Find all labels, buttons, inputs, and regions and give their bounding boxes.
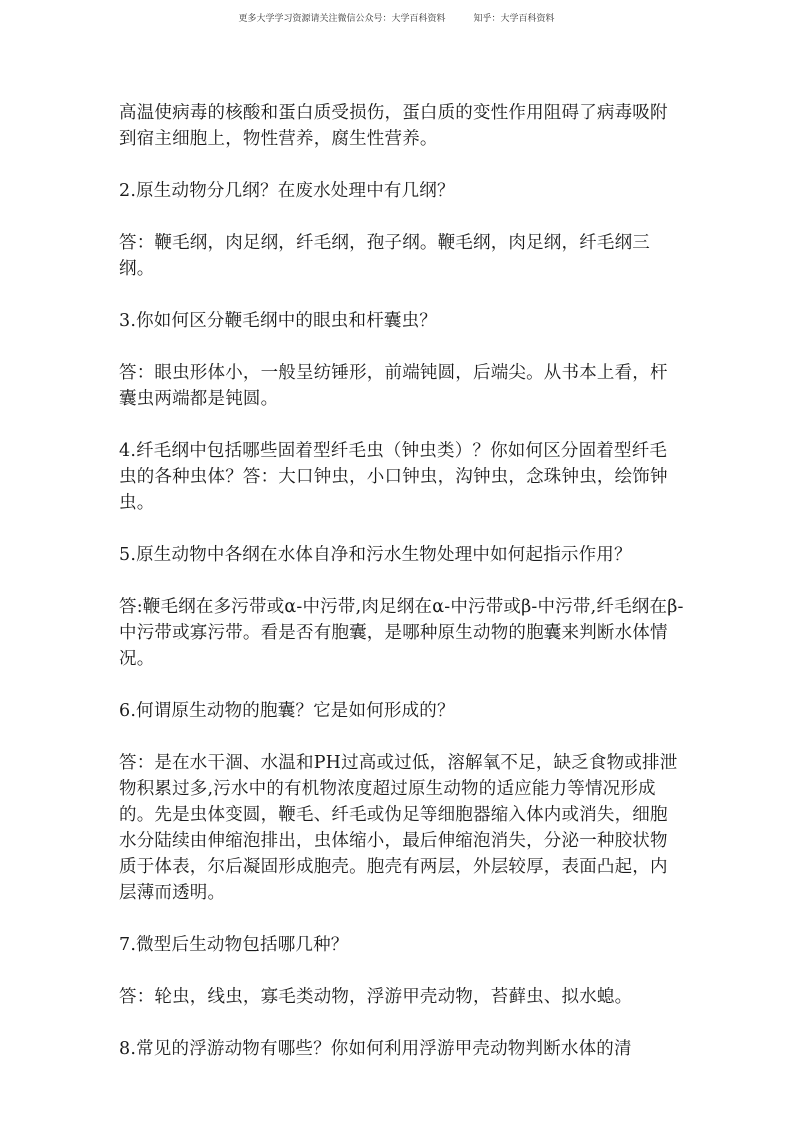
answer-3: 答：眼虫形体小，一般呈纺锤形，前端钝圆，后端尖。从书本上看，杆囊虫两端都是钝圆。 <box>119 363 668 409</box>
paragraph-virus-heat: 高温使病毒的核酸和蛋白质受损伤，蛋白质的变性作用阻碍了病毒吸附到宿主细胞上，物性营养，腐生性营养。 <box>119 103 668 149</box>
question-5: 5.原生动物中各纲在水体自净和污水生物处理中如何起指示作用？ <box>119 545 632 565</box>
answer-2: 答：鞭毛纲，肉足纲，纤毛纲，孢子纲。鞭毛纲，肉足纲，纤毛纲三纲。 <box>119 233 650 279</box>
question-8: 8.常见的浮游动物有哪些？你如何利用浮游甲壳动物判断水体的清 <box>119 1039 632 1059</box>
question-answer-4: 4.纤毛纲中包括哪些固着型纤毛虫（钟虫类）？你如何区分固着型纤毛虫的各种虫体？答：大口钟虫，小口钟虫，沟钟虫，念珠钟虫，绘饰钟虫。 <box>119 441 668 513</box>
document-body <box>119 100 684 1062</box>
question-7: 7.微型后生动物包括哪几种？ <box>119 935 349 955</box>
question-2: 2.原生动物分几纲？在废水处理中有几纲？ <box>119 181 455 201</box>
page-header <box>0 11 793 24</box>
header-zhihu-notice: 知乎：大学百科资料 <box>473 14 555 24</box>
answer-5: 答:鞭毛纲在多污带或α-中污带,肉足纲在α-中污带或β-中污带,纤毛纲在β-中污带或寡污带。看是否有胞囊，是哪种原生动物的胞囊来判断水体情况。 <box>119 597 684 669</box>
answer-7: 答：轮虫，线虫，寡毛类动物，浮游甲壳动物，苔藓虫、拟水螅。 <box>119 987 633 1007</box>
header-wechat-notice: 更多大学学习资源请关注微信公众号：大学百科资料 <box>238 14 446 24</box>
answer-6: 答：是在水干涸、水温和PH过高或过低，溶解氧不足，缺乏食物或排泄物积累过多,污水中的有机物浓度超过原生动物的适应能力等情况形成的。先是虫体变圆，鞭毛、纤毛或伪足等细胞器缩入体内或消失，细胞水分陆续由伸缩泡排出，虫体缩小，最后伸缩泡消失，分泌一种胶状物质于体表，尔后凝固形成胞壳。胞壳有两层，外层较厚，表面凸起，内层薄而透明。 <box>119 753 678 903</box>
question-6: 6.何谓原生动物的胞囊？它是如何形成的？ <box>119 701 455 721</box>
question-3: 3.你如何区分鞭毛纲中的眼虫和杆囊虫？ <box>119 311 437 331</box>
